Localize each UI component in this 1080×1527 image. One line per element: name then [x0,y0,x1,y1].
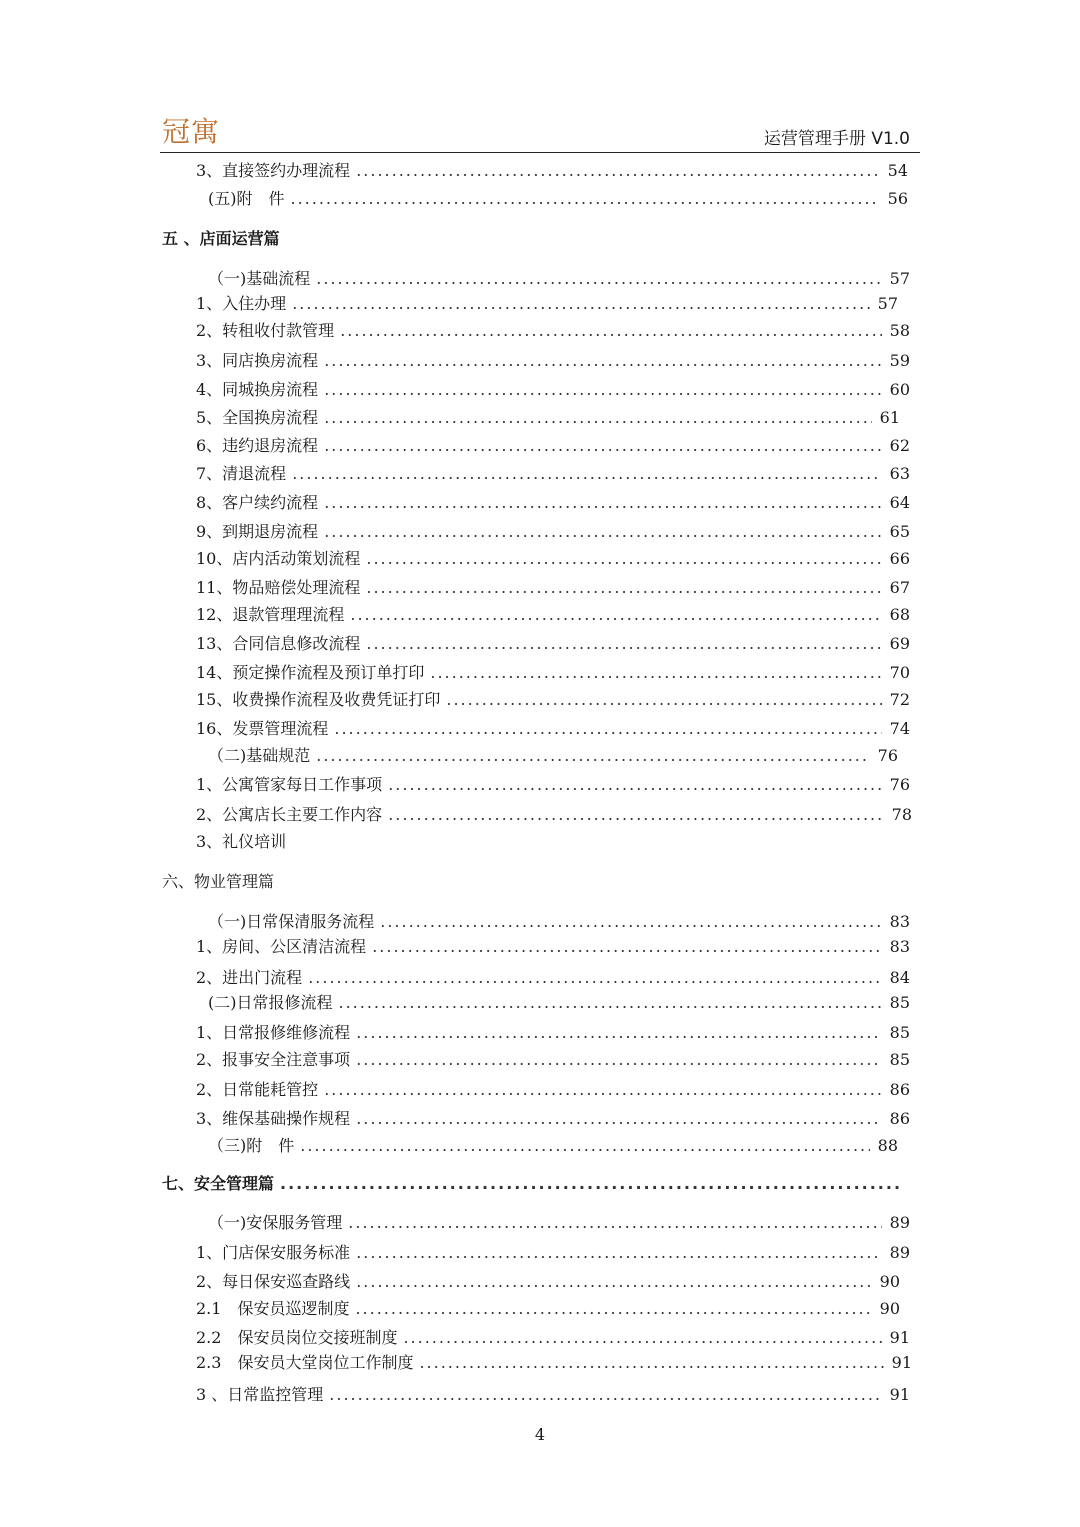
toc-entry-page: 74 [889,719,910,738]
toc-entry-title: 7、清退流程 [196,464,287,483]
toc-leader [366,577,882,599]
toc-entry[interactable] [208,911,910,933]
toc-entry-page: 56 [887,189,908,208]
toc-entry-page: 69 [889,634,910,653]
toc-entry[interactable] [196,160,908,182]
toc-entry-page: 85 [889,1023,910,1042]
toc-entry-page: 54 [887,161,908,180]
toc-entry-title: 1、门店保安服务标准 [196,1243,351,1262]
toc-entry[interactable] [196,435,910,457]
toc-leader [388,804,884,826]
toc-entry[interactable] [196,1384,910,1406]
toc-entry[interactable] [196,718,910,740]
toc-entry-title: (五)附 件 [208,189,285,208]
toc-entry-title: 6、违约退房流程 [196,436,319,455]
toc-entry[interactable] [196,1049,910,1071]
toc-entry-page: 83 [889,912,910,931]
toc-leader [356,1022,882,1044]
toc-entry-page: 90 [879,1299,900,1318]
toc-leader [339,992,883,1014]
toc-leader [356,1242,882,1264]
toc-entry[interactable] [196,1271,900,1293]
section-heading-6[interactable]: 六、物业管理篇 [162,872,275,891]
toc-entry-page: 91 [891,1353,912,1372]
toc-leader [324,350,882,372]
toc-leader [430,662,882,684]
toc-entry-page: 85 [889,1050,910,1069]
toc-entry-title: 13、合同信息修改流程 [196,634,361,653]
toc-entry[interactable] [196,804,912,826]
toc-entry-page: 67 [889,578,910,597]
toc-entry[interactable] [196,662,910,684]
toc-leader [356,160,880,182]
toc-entry[interactable] [196,967,910,989]
toc-leader [356,1271,872,1293]
toc-entry[interactable] [196,633,910,655]
toc-leader [324,1079,882,1101]
toc-entry-title: 3、同店换房流程 [196,351,319,370]
toc-leader [350,604,882,626]
toc-leader [300,1135,870,1157]
toc-entry-title: 2、每日保安巡查路线 [196,1272,351,1291]
toc-entry-page: 65 [889,522,910,541]
toc-entry[interactable] [196,604,910,626]
toc-leader [291,188,881,210]
toc-entry[interactable] [196,1079,910,1101]
toc-entry[interactable] [208,1135,898,1157]
toc-entry-page: 62 [889,436,910,455]
toc-entry[interactable] [196,320,910,342]
toc-leader [380,911,882,933]
toc-leader [419,1352,884,1374]
toc-entry[interactable] [208,1212,910,1234]
toc-entry-title: 2.3 保安员大堂岗位工作制度 [196,1353,414,1372]
toc-entry[interactable] [196,492,910,514]
toc-entry-title: (二)日常报修流程 [208,993,333,1012]
toc-entry-title: 8、客户续约流程 [196,493,319,512]
toc-leader [356,1108,882,1130]
toc-entry-page: 63 [889,464,910,483]
brand-logo-text: 冠寓 [162,115,221,148]
toc-entry-title: （一)安保服务管理 [208,1213,343,1232]
toc-entry-title: 10、店内活动策划流程 [196,549,361,568]
toc-entry-page: 57 [877,294,898,313]
toc-entry-page: 91 [889,1328,910,1347]
toc-entry-title: 1、公寓管家每日工作事项 [196,775,383,794]
toc-leader [334,718,882,740]
toc-entry-page: 84 [889,968,910,987]
toc-leader [366,633,882,655]
toc-entry-title: 9、到期退房流程 [196,522,319,541]
toc-leader [292,293,870,315]
toc-entry-page: 68 [889,605,910,624]
toc-entry[interactable] [208,268,910,290]
toc-entry-title: 2.1 保安员巡逻制度 [196,1299,350,1318]
toc-entry-title: 3、维保基础操作规程 [196,1109,351,1128]
toc-leader [355,1298,872,1320]
toc-entry-title: 2、进出门流程 [196,968,303,987]
toc-entry[interactable] [208,745,898,767]
toc-leader [280,1173,902,1195]
toc-leader [340,320,882,342]
toc-entry-page: 86 [889,1080,910,1099]
toc-entry-page: 58 [889,321,910,340]
toc-leader [324,407,872,429]
page-number: 4 [534,1425,546,1444]
toc-entry-title: 3、直接签约办理流程 [196,161,351,180]
toc-entry-page: 86 [889,1109,910,1128]
toc-entry-page: 66 [889,549,910,568]
section-title: 七、安全管理篇 [162,1174,275,1193]
toc-leader [292,463,882,485]
toc-entry-page: 90 [879,1272,900,1291]
toc-entry-page: 78 [891,805,912,824]
section-heading-5[interactable]: 五 、店面运营篇 [162,229,280,248]
toc-leader [348,1212,882,1234]
toc-entry[interactable] [208,992,910,1014]
toc-entry-title: 1、入住办理 [196,294,287,313]
toc-entry-title: （一)日常保清服务流程 [208,912,375,931]
toc-entry-title: 16、发票管理流程 [196,719,329,738]
toc-leader [372,936,882,958]
toc-entry[interactable] [196,1242,910,1264]
toc-entry-page: 83 [889,937,910,956]
toc-entry[interactable] [196,548,910,570]
toc-entry[interactable] [196,1298,900,1320]
toc-leader [316,268,882,290]
toc-entry[interactable] [196,1352,912,1374]
toc-entry-title: 4、同城换房流程 [196,380,319,399]
toc-entry-title: 5、全国换房流程 [196,408,319,427]
toc-entry-page: 61 [879,408,900,427]
toc-entry-title: 15、收费操作流程及收费凭证打印 [196,690,441,709]
toc-entry-title: （二)基础规范 [208,746,311,765]
toc-entry-title: 1、房间、公区清洁流程 [196,937,367,956]
toc-entry[interactable] [196,521,910,543]
toc-entry[interactable] [196,350,910,372]
toc-entry-page: 85 [889,993,910,1012]
toc-entry[interactable] [196,577,910,599]
toc-entry-title: 2.2 保安员岗位交接班制度 [196,1328,398,1347]
toc-entry[interactable] [208,188,908,210]
toc-entry[interactable] [196,463,910,485]
toc-plain-line: 3、礼仪培训 [196,832,287,851]
toc-entry-title: 3 、日常监控管理 [196,1385,324,1404]
toc-entry-title: 11、物品赔偿处理流程 [196,578,361,597]
toc-leader [316,745,870,767]
toc-entry-title: 14、预定操作流程及预订单打印 [196,663,425,682]
toc-entry-page: 91 [889,1385,910,1404]
toc-entry-page: 59 [889,351,910,370]
toc-entry-page: 88 [877,1136,898,1155]
toc-entry[interactable] [196,774,910,796]
toc-leader [324,435,882,457]
toc-entry[interactable] [196,1022,910,1044]
toc-entry-page: 89 [889,1243,910,1262]
toc-entry-page: 72 [889,690,910,709]
toc-entry-title: 2、日常能耗管控 [196,1080,319,1099]
toc-entry-page: 70 [889,663,910,682]
section-heading-7[interactable] [162,1173,908,1195]
toc-entry-page: 76 [877,746,898,765]
toc-leader [403,1327,882,1349]
toc-entry-page: 57 [889,269,910,288]
toc-leader [308,967,882,989]
toc-leader [446,689,882,711]
toc-leader [324,521,882,543]
toc-leader [324,492,882,514]
toc-entry-page: 76 [889,775,910,794]
toc-entry-title: 12、退款管理理流程 [196,605,345,624]
document-title: 运营管理手册 V1.0 [763,129,910,149]
toc-leader [356,1049,882,1071]
toc-leader [329,1384,882,1406]
toc-leader [324,379,882,401]
toc-entry[interactable] [196,1108,910,1130]
toc-entry-title: 2、报事安全注意事项 [196,1050,351,1069]
toc-entry-page: 60 [889,380,910,399]
toc-leader [366,548,882,570]
toc-entry-title: 2、公寓店长主要工作内容 [196,805,383,824]
toc-entry[interactable] [196,689,910,711]
toc-entry-title: 2、转租收付款管理 [196,321,335,340]
toc-entry[interactable] [196,936,910,958]
toc-entry-title: （一)基础流程 [208,269,311,288]
toc-entry[interactable] [196,379,910,401]
toc-entry[interactable] [196,1327,910,1349]
toc-entry[interactable] [196,407,900,429]
toc-entry-page: 89 [889,1213,910,1232]
toc-entry-title: （三)附 件 [208,1136,295,1155]
toc-entry[interactable] [196,293,898,315]
toc-leader [388,774,882,796]
toc-entry-title: 1、日常报修维修流程 [196,1023,351,1042]
toc-entry-page: 64 [889,493,910,512]
